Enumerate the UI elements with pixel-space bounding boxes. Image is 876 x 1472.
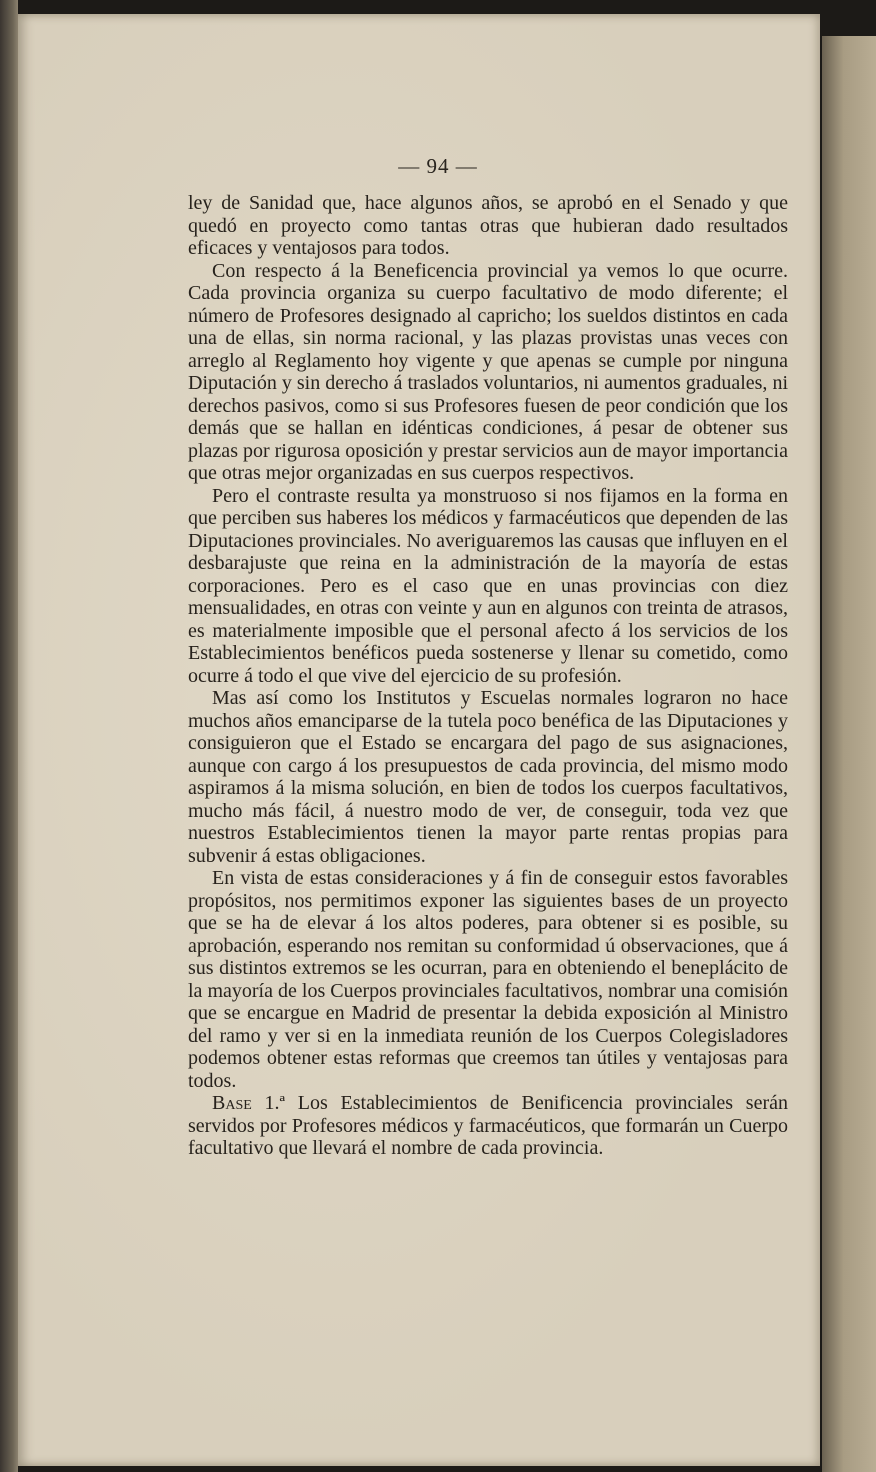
base-text: Los Establecimientos de Benificencia provinciales serán servidos por Profesores médicos y farmacéuticos, que formarán un Cuerpo facultativo que llevará el nombre de cada provincia. [188, 1092, 788, 1159]
base-paragraph [188, 1092, 788, 1160]
paragraph: Con respecto á la Beneficencia provincial ya vemos lo que ocurre. Cada provincia organiza su cuerpo facultativo de modo diferente; el número de Profesores designado al capricho; los sueldos distintos en cada una de ellas, sin norma racional, y las plazas provistas unas veces con arreglo al Reglamento hoy vigente y que apenas se cumple por ninguna Diputación y sin derecho á traslados voluntarios, ni aumentos graduales, ni derechos pasivos, como si sus Profesores fuesen de peor condición que los demás que se hallan en idénticas condiciones, á pesar de obtener sus plazas por rigurosa oposición y prestar servicios aun de mayor importancia que otras mejor organizadas en sus cuerpos respectivos. [188, 259, 788, 484]
paragraph: Mas así como los Institutos y Escuelas normales lograron no hace muchos años emanciparse de la tutela poco benéfica de las Diputaciones y consiguieron que el Estado se encargara del pago de sus asignaciones, aunque con cargo á los presupuestos de cada provincia, del mismo modo aspiramos á la misma solución, en bien de todos los cuerpos facultativos, mucho más fácil, á nuestro modo de ver, de conseguir, toda vez que nuestros Establecimientos tienen la mayor parte rentas propias para subvenir á estas obligaciones. [188, 687, 788, 867]
page-number: — 94 — [398, 154, 478, 178]
base-label: Base 1.ª [212, 1092, 286, 1114]
paragraph: En vista de estas consideraciones y á fin de conseguir estos favorables propósitos, nos permitimos exponer las siguientes bases de un proyecto que se ha de elevar á los altos poderes, para obtener si es posible, su aprobación, esperando nos remitan su conformidad ú observaciones, que á sus distintos extremos se les ocurran, para en obteniendo el beneplácito de la mayoría de los Cuerpos provinciales facultativos, nombrar una comisión que se encargue en Madrid de presentar la debida exposición al Ministro del ramo y ver si en la inmediata reunión de los Cuerpos Colegisladores podemos obtener estas reformas que creemos tan útiles y ventajosas para todos. [188, 867, 788, 1092]
paragraph: ley de Sanidad que, hace algunos años, se aprobó en el Senado y que quedó en proyecto como tantas otras que hubieran dado resultados eficaces y ventajosos para todos. [188, 192, 788, 259]
body-text [188, 192, 788, 1160]
book-spine-edge [0, 0, 18, 1472]
paragraph: Pero el contraste resulta ya monstruoso si nos fijamos en la forma en que perciben sus haberes los médicos y farmacéuticos que dependen de las Diputaciones provinciales. No averiguaremos las causas que influyen en el desbarajuste que reina en la administración de la mayoría de estas corporaciones. Pero es el caso que en unas provincias con diez mensualidades, en otras con veinte y aun en algunos con treinta de atrasos, es materialmente imposible que el personal afecto á los servicios de los Establecimientos benéficos pueda sostenerse y llenar su cometido, como ocurre á todo el que vive del ejercicio de su profesión. [188, 484, 788, 687]
adjacent-page-edge [822, 36, 876, 1472]
